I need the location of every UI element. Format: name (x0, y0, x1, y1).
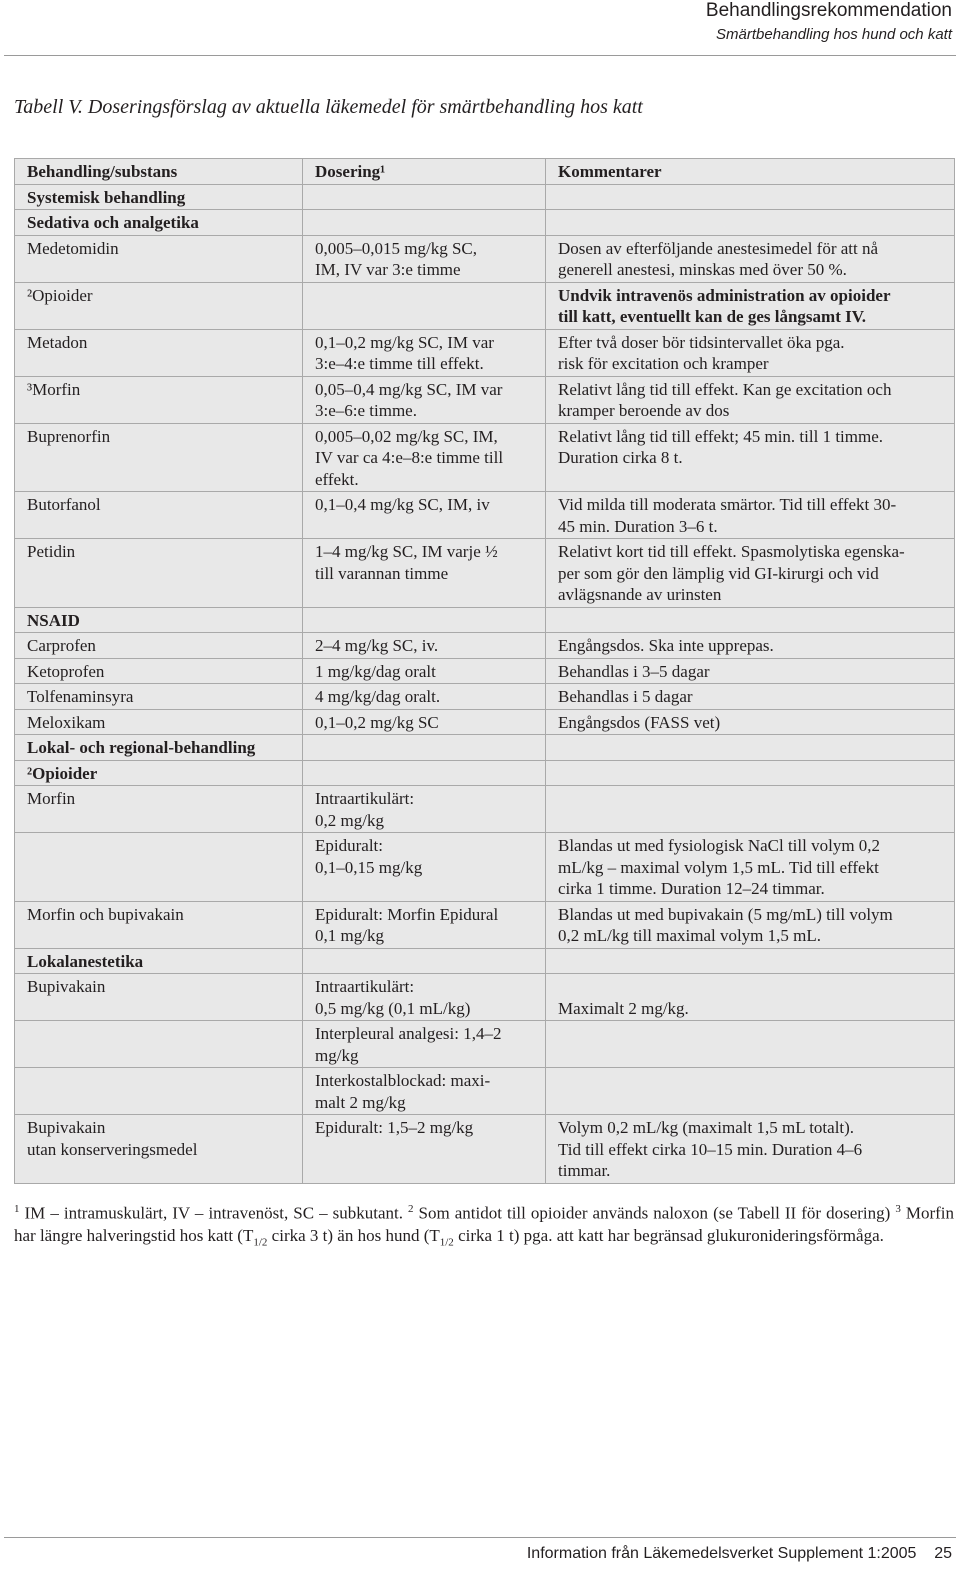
comment-cell (546, 607, 955, 633)
substance-cell: Sedativa och analgetika (15, 210, 303, 236)
table-row (15, 735, 955, 761)
substance-cell: Butorfanol (15, 492, 303, 539)
comment-cell: Vid milda till moderata smärtor. Tid till effekt 30- 45 min. Duration 3–6 t. (546, 492, 955, 539)
dosage-cell (303, 184, 546, 210)
comment-cell (546, 1021, 955, 1068)
table-row (15, 709, 955, 735)
substance-cell: Morfin och bupivakain (15, 901, 303, 948)
dosage-cell: 0,1–0,2 mg/kg SC (303, 709, 546, 735)
substance-cell: Ketoprofen (15, 658, 303, 684)
dosage-cell (303, 948, 546, 974)
page-number: 25 (934, 1545, 952, 1562)
comment-cell: Kommentarer (546, 159, 955, 185)
comment-cell: Engångsdos (FASS vet) (546, 709, 955, 735)
comment-cell: Relativt lång tid till effekt. Kan ge excitation och kramper beroende av dos (546, 376, 955, 423)
dosage-cell: 4 mg/kg/dag oralt. (303, 684, 546, 710)
substance-cell: Lokal- och regional-behandling (15, 735, 303, 761)
comment-cell (546, 735, 955, 761)
comment-cell: Blandas ut med fysiologisk NaCl till volym 0,2 mL/kg – maximal volym 1,5 mL. Tid till effekt cirka 1 timme. Duration 12–24 timmar. (546, 833, 955, 902)
substance-cell: Behandling/substans (15, 159, 303, 185)
dosage-cell: 1–4 mg/kg SC, IM varje ½ till varannan timme (303, 539, 546, 608)
footnote-subscript-2: 1/2 (439, 1236, 454, 1249)
table-row (15, 1115, 955, 1184)
dosage-cell (303, 282, 546, 329)
table-row (15, 210, 955, 236)
table-row (15, 607, 955, 633)
comment-cell: Behandlas i 3–5 dagar (546, 658, 955, 684)
substance-cell: Meloxikam (15, 709, 303, 735)
comment-cell: Undvik intravenös administration av opioider till katt, eventuellt kan de ges långsamt IV. (546, 282, 955, 329)
table-row (15, 633, 955, 659)
dosage-cell (303, 607, 546, 633)
table-row (15, 539, 955, 608)
footnote-marker-1: 1 (14, 1203, 20, 1215)
comment-cell (546, 760, 955, 786)
page-footer (527, 1545, 952, 1563)
table-row (15, 760, 955, 786)
dosage-cell: Epiduralt: Morfin Epidural 0,1 mg/kg (303, 901, 546, 948)
table-row (15, 376, 955, 423)
substance-cell: Carprofen (15, 633, 303, 659)
table-caption: Tabell V. Doseringsförslag av aktuella läkemedel för smärtbehandling hos katt (14, 96, 643, 118)
footnote-text-5: cirka 1 t) pga. att katt har begränsad glukuronideringsförmåga. (453, 1225, 884, 1245)
table-row (15, 948, 955, 974)
substance-cell: ²Opioider (15, 282, 303, 329)
substance-cell: ³Morfin (15, 376, 303, 423)
substance-cell: ²Opioider (15, 760, 303, 786)
dosage-cell: 1 mg/kg/dag oralt (303, 658, 546, 684)
dosage-cell (303, 760, 546, 786)
footer-divider (4, 1537, 956, 1538)
dosage-cell (303, 735, 546, 761)
table-header-row (15, 159, 955, 185)
footnote-marker-2: 2 (408, 1203, 414, 1215)
table-row (15, 329, 955, 376)
dosage-cell: Epiduralt: 1,5–2 mg/kg (303, 1115, 546, 1184)
dosage-cell: Interpleural analgesi: 1,4–2 mg/kg (303, 1021, 546, 1068)
substance-cell: NSAID (15, 607, 303, 633)
table-row (15, 492, 955, 539)
substance-cell: Systemisk behandling (15, 184, 303, 210)
table-row (15, 974, 955, 1021)
substance-cell (15, 833, 303, 902)
table-row (15, 833, 955, 902)
substance-cell (15, 1068, 303, 1115)
dosage-cell (303, 210, 546, 236)
dosage-cell: Dosering¹ (303, 159, 546, 185)
footnote-text-4: cirka 3 t) än hos hund (T (267, 1225, 440, 1245)
comment-cell (546, 948, 955, 974)
dosage-table (14, 158, 955, 1184)
header-divider (4, 55, 956, 56)
substance-cell: Metadon (15, 329, 303, 376)
substance-cell: Medetomidin (15, 235, 303, 282)
table-row (15, 1021, 955, 1068)
substance-cell: Buprenorfin (15, 423, 303, 492)
dosage-cell: Epiduralt: 0,1–0,15 mg/kg (303, 833, 546, 902)
table-row (15, 684, 955, 710)
table-row (15, 184, 955, 210)
comment-cell (546, 786, 955, 833)
comment-cell: Maximalt 2 mg/kg. (546, 974, 955, 1021)
running-header-title: Behandlingsrekommendation (705, 0, 952, 21)
comment-cell: Efter två doser bör tidsintervallet öka pga. risk för excitation och kramper (546, 329, 955, 376)
running-header-subtitle: Smärtbehandling hos hund och katt (716, 26, 952, 43)
substance-cell (15, 1021, 303, 1068)
footer-publication: Information från Läkemedelsverket Supplement 1:2005 (526, 1545, 917, 1562)
dosage-cell: Intraartikulärt: 0,5 mg/kg (0,1 mL/kg) (303, 974, 546, 1021)
substance-cell: Bupivakain (15, 974, 303, 1021)
comment-cell (546, 210, 955, 236)
footnote-text-2: Som antidot till opioider används naloxon (se Tabell II för dosering) (413, 1203, 896, 1223)
dosage-cell: 2–4 mg/kg SC, iv. (303, 633, 546, 659)
footnote-subscript-1: 1/2 (253, 1236, 268, 1249)
footnote (14, 1198, 954, 1253)
table-row (15, 1068, 955, 1115)
footnote-text-3: Morfin har längre halveringstid hos katt (T (14, 1203, 954, 1245)
dosage-table-body (15, 159, 955, 1184)
comment-cell: Blandas ut med bupivakain (5 mg/mL) till volym 0,2 mL/kg till maximal volym 1,5 mL. (546, 901, 955, 948)
table-row (15, 423, 955, 492)
dosage-cell: Interkostalblockad: maxi- malt 2 mg/kg (303, 1068, 546, 1115)
dosage-cell: 0,05–0,4 mg/kg SC, IM var 3:e–6:e timme. (303, 376, 546, 423)
dosage-cell: 0,1–0,2 mg/kg SC, IM var 3:e–4:e timme till effekt. (303, 329, 546, 376)
substance-cell: Tolfenaminsyra (15, 684, 303, 710)
table-row (15, 282, 955, 329)
table-row (15, 901, 955, 948)
dosage-cell: Intraartikulärt: 0,2 mg/kg (303, 786, 546, 833)
comment-cell: Dosen av efterföljande anestesimedel för att nå generell anestesi, minskas med över 50 %. (546, 235, 955, 282)
comment-cell: Behandlas i 5 dagar (546, 684, 955, 710)
comment-cell: Engångsdos. Ska inte upprepas. (546, 633, 955, 659)
dosage-cell: 0,005–0,015 mg/kg SC, IM, IV var 3:e timme (303, 235, 546, 282)
dosage-cell: 0,005–0,02 mg/kg SC, IM, IV var ca 4:e–8:e timme till effekt. (303, 423, 546, 492)
dosage-cell: 0,1–0,4 mg/kg SC, IM, iv (303, 492, 546, 539)
comment-cell: Relativt lång tid till effekt; 45 min. till 1 timme. Duration cirka 8 t. (546, 423, 955, 492)
comment-cell: Volym 0,2 mL/kg (maximalt 1,5 mL totalt). Tid till effekt cirka 10–15 min. Duration 4–6 timmar. (546, 1115, 955, 1184)
substance-cell: Morfin (15, 786, 303, 833)
comment-cell (546, 1068, 955, 1115)
table-row (15, 786, 955, 833)
table-row (15, 235, 955, 282)
footnote-text-1: IM – intramuskulärt, IV – intravenöst, SC – subkutant. (19, 1203, 408, 1223)
substance-cell: Lokalanestetika (15, 948, 303, 974)
comment-cell (546, 184, 955, 210)
footnote-marker-3: 3 (895, 1203, 901, 1215)
comment-cell: Relativt kort tid till effekt. Spasmolytiska egenska- per som gör den lämplig vid GI-kirurgi och vid avlägsnande av urinsten (546, 539, 955, 608)
table-row (15, 658, 955, 684)
substance-cell: Bupivakain utan konserveringsmedel (15, 1115, 303, 1184)
substance-cell: Petidin (15, 539, 303, 608)
